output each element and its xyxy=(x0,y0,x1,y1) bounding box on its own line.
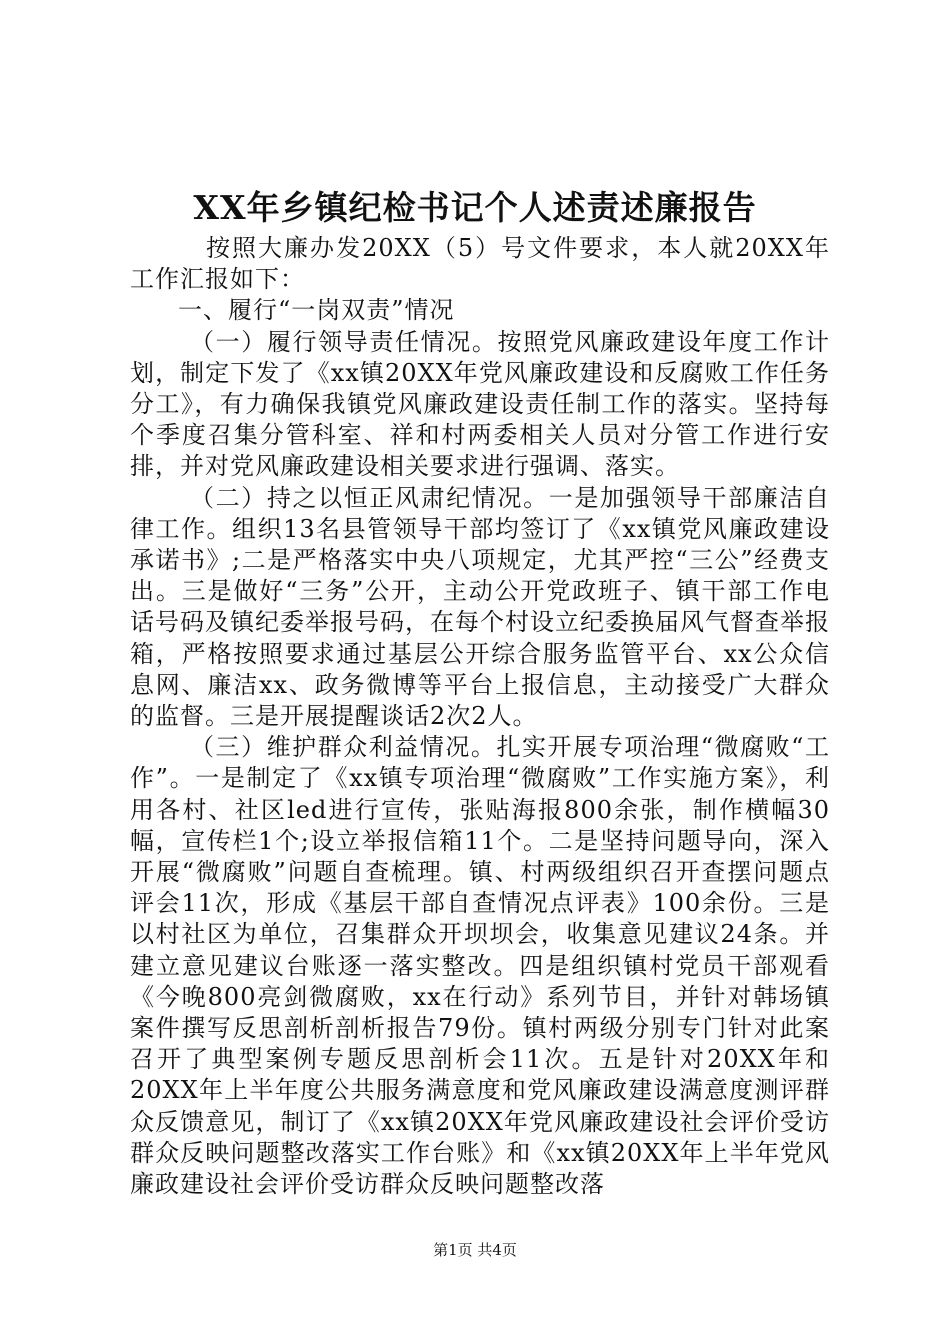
page-number: 第1页 共4页 xyxy=(433,1241,517,1259)
document-title: XX年乡镇纪检书记个人述责述廉报告 xyxy=(193,188,757,227)
paragraph-discipline: （二）持之以恒正风肃纪情况。一是加强领导干部廉洁自律工作。组织13名县管领导干部均签订了《xx镇党风廉政建设承诺书》;二是严格落实中央八项规定，尤其严控“三公”经费支出。三是做好“三务”公开，主动公开党政班子、镇干部工作电话号码及镇纪委举报号码，在每个村设立纪委换届风气督查举报箱，严格按照要求通过基层公开综合服务监管平台、xx公众信息网、廉洁xx、政务微博等平台上报信息，主动接受广大群众的监督。三是开展提醒谈话2次2人。 xyxy=(130,483,830,731)
paragraph-intro: 按照大廉办发20XX（5）号文件要求，本人就20XX年工作汇报如下： xyxy=(130,234,830,294)
document-body xyxy=(130,233,830,1200)
paragraph-public-interest: （三）维护群众利益情况。扎实开展专项治理“微腐败“工作”。一是制定了《xx镇专项治理“微腐败”工作实施方案》，利用各村、社区led进行宣传，张贴海报800余张，制作横幅30幅，宣传栏1个;设立举报信箱11个。二是坚持问题导向，深入开展“微腐败”问题自查梳理。镇、村两级组织召开查摆问题点评会11次，形成《基层干部自查情况点评表》100余份。三是以村社区为单位，召集群众开坝坝会，收集意见建议24条。并建立意见建议台账逐一落实整改。四是组织镇村党员干部观看《今晚800亮剑微腐败，xx在行动》系列节目，并针对韩场镇案件撰写反思剖析剖析报告79份。镇村两级分别专门针对此案召开了典型案例专题反思剖析会11次。五是针对20XX年和20XX年上半年度公共服务满意度和党风廉政建设满意度测评群众反馈意见，制订了《xx镇20XX年党风廉政建设社会评价受访群众反映问题整改落实工作台账》和《xx镇20XX年上半年党风廉政建设社会评价受访群众反映问题整改落 xyxy=(130,733,830,1199)
section-heading: 一、履行“一岗双责”情况 xyxy=(178,296,455,325)
paragraph-leadership: （一）履行领导责任情况。按照党风廉政建设年度工作计划，制定下发了《xx镇20XX年党风廉政建设和反腐败工作任务分工》，有力确保我镇党风廉政建设责任制工作的落实。坚持每个季度召集分管科室、祥和村两委相关人员对分管工作进行安排，并对党风廉政建设相关要求进行强调、落实。 xyxy=(130,327,830,481)
